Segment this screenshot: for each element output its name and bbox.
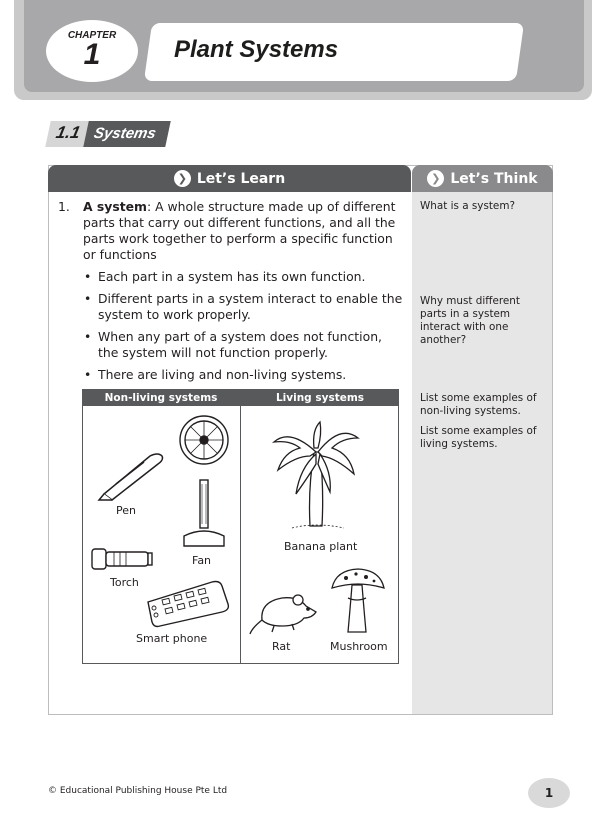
section-title: Systems bbox=[83, 121, 170, 147]
non-living-header: Non-living systems bbox=[82, 389, 240, 406]
table-divider bbox=[240, 389, 241, 664]
smart-phone-icon bbox=[144, 580, 230, 628]
fan-caption: Fan bbox=[192, 554, 212, 567]
mushroom-icon bbox=[330, 566, 386, 636]
item-number: 1. bbox=[58, 199, 70, 214]
lets-think-header bbox=[412, 165, 553, 192]
page-number: 1 bbox=[528, 778, 570, 808]
definition-term: A system bbox=[83, 199, 147, 214]
definition-text: : A whole structure made up of different parts that carry out different functions, and all the parts work together to perform a specific function or functions bbox=[83, 199, 396, 262]
chapter-title: Plant Systems bbox=[174, 36, 339, 63]
think-question: Why must different parts in a system interact with one another? bbox=[420, 295, 520, 346]
banana-plant-icon bbox=[270, 418, 362, 532]
bullet-item: • Each part in a system has its own function. bbox=[83, 269, 403, 285]
living-header: Living systems bbox=[241, 389, 399, 406]
lets-think-column bbox=[412, 192, 552, 714]
think-question: What is a system? bbox=[420, 200, 515, 212]
bullet-item: • Different parts in a system interact to enable the system to work properly. bbox=[83, 291, 403, 323]
arrow-right-icon: ❯ bbox=[427, 170, 444, 187]
pen-caption: Pen bbox=[116, 504, 136, 517]
copyright-text: © Educational Publishing House Pte Ltd bbox=[48, 786, 228, 796]
torch-caption: Torch bbox=[110, 576, 139, 589]
chapter-badge bbox=[46, 20, 138, 82]
section-number: 1.1 bbox=[45, 121, 88, 147]
section-tag bbox=[48, 121, 167, 147]
bullet-item: • There are living and non-living systems. bbox=[83, 367, 403, 383]
fan-icon bbox=[176, 414, 232, 550]
lets-learn-header bbox=[48, 165, 411, 192]
pen-icon bbox=[96, 448, 168, 502]
lets-learn-content bbox=[58, 199, 403, 383]
definition-paragraph bbox=[83, 199, 403, 263]
rat-caption: Rat bbox=[272, 640, 291, 653]
arrow-right-icon: ❯ bbox=[174, 170, 191, 187]
banana-plant-caption: Banana plant bbox=[284, 540, 358, 553]
mushroom-caption: Mushroom bbox=[330, 640, 388, 653]
smart-phone-caption: Smart phone bbox=[136, 632, 208, 645]
think-question: List some examples of living systems. bbox=[420, 425, 537, 450]
lets-learn-title: Let’s Learn bbox=[196, 170, 286, 187]
lets-think-title: Let’s Think bbox=[450, 170, 538, 187]
bullet-item: • When any part of a system does not function, the system will not function properly. bbox=[83, 329, 403, 361]
torch-icon bbox=[90, 546, 154, 572]
rat-icon bbox=[248, 590, 320, 636]
chapter-number: 1 bbox=[83, 38, 101, 71]
think-question: List some examples of non-living systems. bbox=[420, 392, 537, 417]
chapter-label: CHAPTER bbox=[67, 30, 117, 41]
